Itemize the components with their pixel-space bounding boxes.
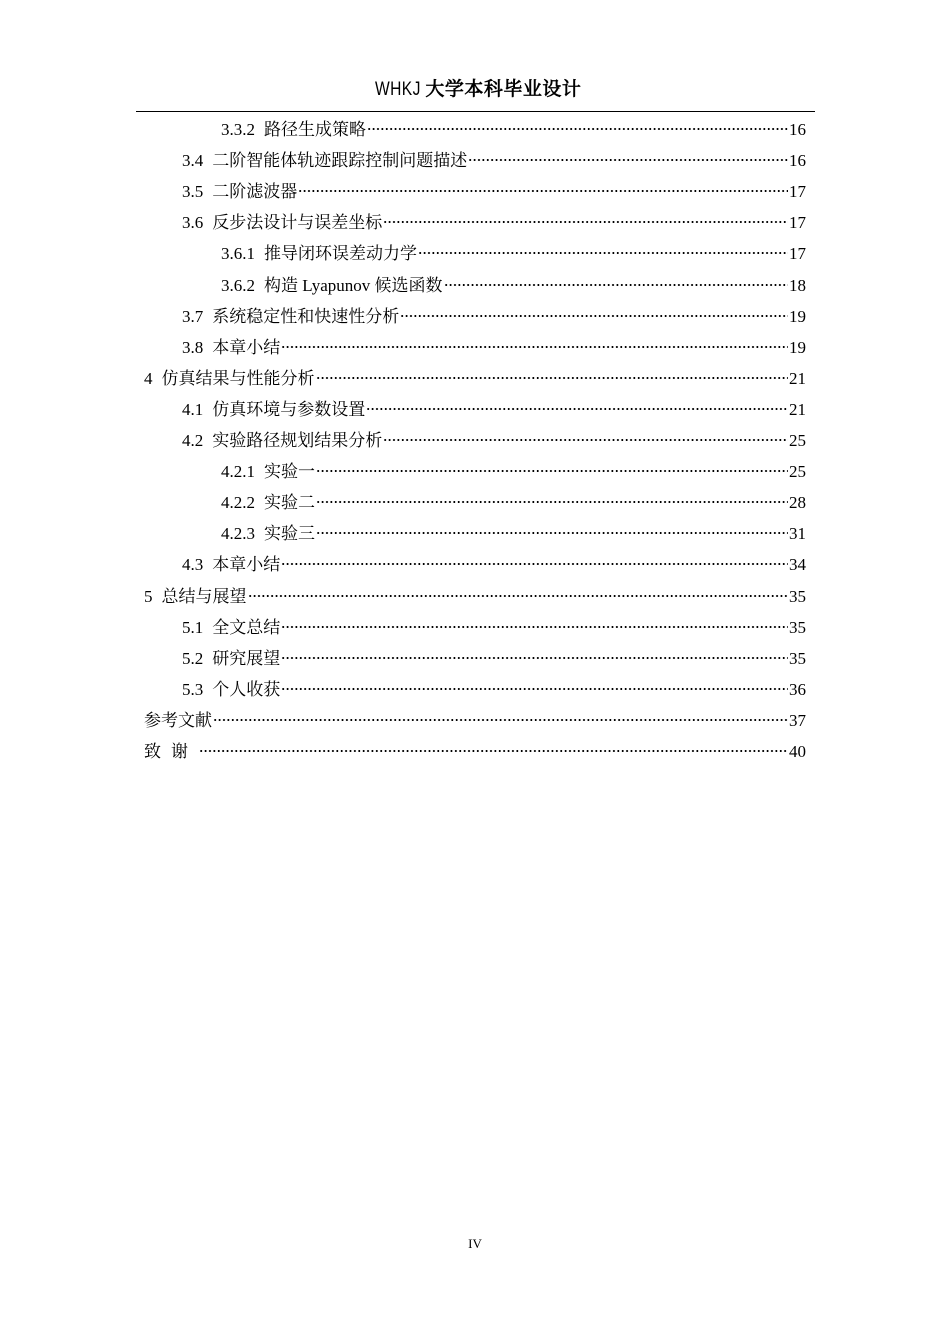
toc-entry[interactable] [182, 614, 806, 642]
toc-entry-title: 参考文献 [144, 710, 212, 730]
toc-entry-page: 35 [789, 617, 806, 637]
toc-entry-title: 实验三 [264, 524, 315, 544]
toc-entry-page: 25 [789, 462, 806, 482]
toc-dot-leader [316, 500, 788, 504]
toc-entry-number: 4.2.2 [221, 493, 255, 513]
toc-dot-leader [418, 251, 788, 255]
toc-entry-title: 二阶滤波器 [212, 182, 298, 202]
toc-entry[interactable] [182, 334, 806, 362]
toc-entry-title: 研究展望 [212, 648, 281, 668]
header-school-code: WHKJ [374, 79, 421, 100]
toc-entry-title: 二阶智能体轨迹跟踪控制问题描述 [212, 151, 468, 171]
toc-entry-page: 28 [789, 493, 806, 513]
toc-entry-page: 31 [789, 524, 806, 544]
toc-entry-page: 40 [789, 742, 806, 761]
toc-entry-title: 构造 Lyapunov 候选函数 [264, 275, 443, 295]
toc-entry[interactable] [144, 583, 806, 611]
toc-entry-page: 19 [789, 337, 806, 357]
toc-entry-number: 4.2.3 [221, 524, 255, 544]
toc-entry-number: 3.7 [182, 306, 204, 326]
toc-entry-number: 4.2 [182, 431, 204, 450]
toc-entry[interactable] [221, 489, 806, 517]
toc-entry-number: 5.2 [182, 648, 204, 668]
toc-entry-number: 3.8 [182, 337, 204, 357]
header-rule [136, 111, 815, 112]
toc-entry-number: 4.3 [182, 555, 204, 575]
toc-entry[interactable] [182, 645, 806, 673]
toc-dot-leader [248, 594, 789, 598]
toc-entry[interactable] [144, 738, 806, 766]
toc-entry[interactable] [182, 427, 806, 455]
page-number: IV [468, 1236, 482, 1251]
running-header [136, 74, 815, 101]
toc-entry[interactable] [182, 676, 806, 704]
toc-entry[interactable] [221, 520, 806, 548]
toc-entry-page: 34 [789, 555, 806, 575]
toc-dot-leader [281, 687, 788, 691]
toc-entry-number: 4.2.1 [221, 462, 255, 482]
toc-entry[interactable] [182, 303, 806, 331]
header-title: 大学本科毕业设计 [425, 78, 582, 100]
toc-dot-leader [213, 718, 788, 722]
toc-entry[interactable] [221, 458, 806, 486]
toc-entry[interactable] [182, 147, 806, 175]
toc-dot-leader [281, 562, 788, 566]
toc-entry-number: 3.6.1 [221, 244, 255, 264]
toc-entry-page: 35 [789, 648, 806, 668]
toc-entry[interactable] [182, 209, 806, 237]
toc-dot-leader [316, 531, 788, 535]
toc-entry-title: 实验一 [264, 462, 315, 482]
toc-dot-leader [281, 345, 788, 349]
toc-dot-leader [400, 314, 788, 318]
toc-entry-page: 37 [789, 710, 806, 730]
toc-entry-title: 反步法设计与误差坐标 [212, 213, 383, 233]
toc-entry[interactable] [221, 240, 806, 268]
toc-entry-page: 16 [789, 120, 806, 139]
toc-dot-leader [316, 469, 788, 473]
toc-entry-number: 3.3.2 [221, 120, 255, 139]
toc-entry-title: 总结与展望 [161, 586, 247, 606]
toc-entry-number: 3.6 [182, 213, 204, 233]
toc-entry[interactable] [221, 116, 806, 144]
toc-entry-title: 个人收获 [212, 679, 281, 699]
toc-entry-title: 系统稳定性和快速性分析 [212, 306, 400, 326]
toc-entry-page: 16 [789, 151, 806, 171]
toc-entry[interactable] [144, 707, 806, 735]
toc-dot-leader [366, 407, 788, 411]
toc-dot-leader [444, 283, 789, 287]
toc-entry[interactable] [182, 396, 806, 424]
toc-entry-number: 5.1 [182, 617, 204, 637]
toc-dot-leader [367, 127, 788, 131]
toc-dot-leader [316, 376, 789, 380]
toc-entry-page: 25 [789, 431, 806, 450]
toc-entry-page: 18 [789, 275, 806, 295]
toc-entry-page: 19 [789, 306, 806, 326]
toc-entry-number: 5 [144, 586, 153, 606]
toc-entry[interactable] [221, 272, 806, 300]
toc-entry-title: 推导闭环误差动力学 [264, 244, 417, 264]
toc-entry-number: 3.5 [182, 182, 204, 202]
toc-entry-page: 17 [789, 213, 806, 233]
toc-entry-page: 36 [789, 679, 806, 699]
toc-entry-title: 实验二 [264, 493, 315, 513]
toc-entry-page: 17 [789, 244, 806, 264]
toc-entry-title: 仿真结果与性能分析 [161, 368, 315, 388]
toc-entry-number: 4 [144, 368, 153, 388]
toc-dot-leader [281, 625, 788, 629]
toc-dot-leader [281, 656, 788, 660]
toc-entry-number: 3.4 [182, 151, 204, 171]
toc-entry-title: 本章小结 [212, 555, 281, 575]
toc-entry-number: 4.1 [182, 399, 204, 419]
toc-dot-leader [383, 438, 788, 442]
toc-entry-title: 实验路径规划结果分析 [212, 431, 383, 450]
toc-dot-leader [199, 749, 788, 753]
toc-entry[interactable] [144, 365, 806, 393]
toc-entry-page: 21 [789, 399, 806, 419]
toc-entry[interactable] [182, 178, 806, 206]
toc-entry-title: 路径生成策略 [264, 120, 366, 139]
toc-dot-leader [468, 158, 788, 162]
toc-entry-title: 本章小结 [212, 337, 281, 357]
toc-entry-page: 35 [789, 586, 806, 606]
toc-entry[interactable] [182, 551, 806, 579]
toc-entry-number: 5.3 [182, 679, 204, 699]
toc-entry-title: 全文总结 [212, 617, 281, 637]
toc-entry-page: 21 [789, 368, 806, 388]
toc-entry-title: 致谢 [144, 742, 198, 761]
toc-entry-title: 仿真环境与参数设置 [212, 399, 366, 419]
toc-dot-leader [383, 220, 788, 224]
toc-dot-leader [298, 189, 788, 193]
toc-entry-number: 3.6.2 [221, 275, 255, 295]
toc-entry-page: 17 [789, 182, 806, 202]
